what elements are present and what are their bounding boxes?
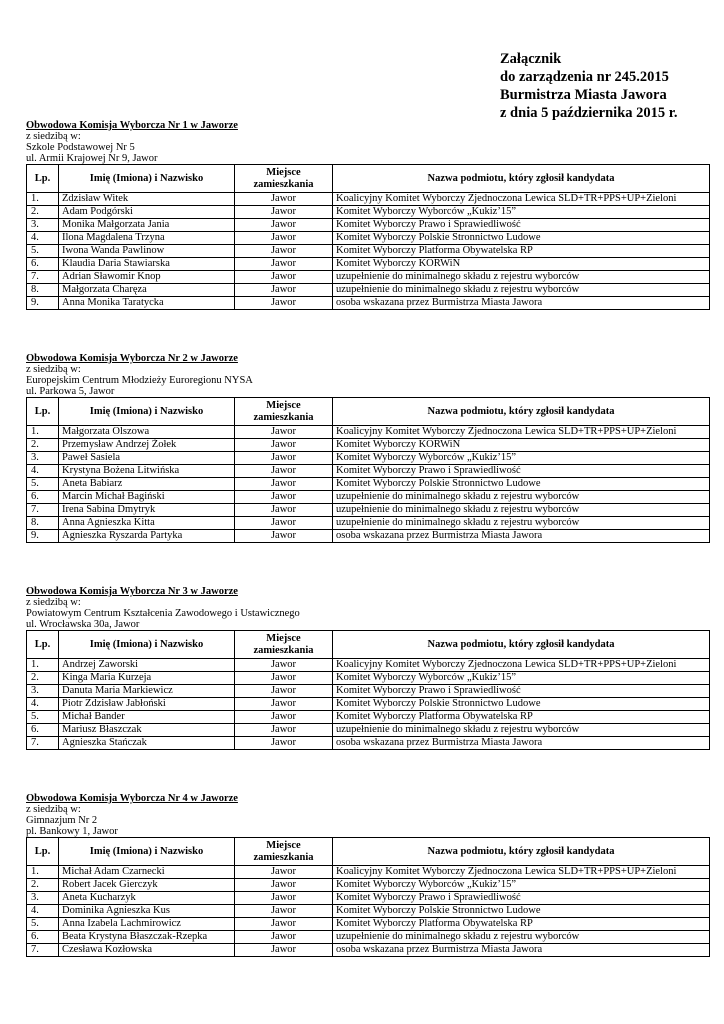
- table-row: [27, 219, 710, 232]
- cell-lp: 4.: [27, 905, 59, 918]
- cell-lp: 1.: [27, 866, 59, 879]
- commission-address: ul. Armii Krajowej Nr 9, Jawor: [26, 153, 158, 164]
- cell-lp: 6.: [27, 491, 59, 504]
- table-row: [27, 271, 710, 284]
- cell-lp: 6.: [27, 931, 59, 944]
- cell-name: Krystyna Bożena Litwińska: [59, 465, 235, 478]
- cell-name: Mariusz Błaszczak: [59, 724, 235, 737]
- column-header-entity: Nazwa podmiotu, który zgłosił kandydata: [333, 838, 710, 866]
- cell-residence: Jawor: [235, 724, 333, 737]
- cell-residence: Jawor: [235, 918, 333, 931]
- document-header: [500, 50, 678, 122]
- commission-title: Obwodowa Komisja Wyborcza Nr 2 w Jaworze: [26, 353, 238, 364]
- cell-name: Robert Jacek Gierczyk: [59, 879, 235, 892]
- cell-lp: 5.: [27, 918, 59, 931]
- column-header-lp: Lp.: [27, 838, 59, 866]
- table-row: [27, 491, 710, 504]
- cell-lp: 3.: [27, 452, 59, 465]
- cell-lp: 9.: [27, 297, 59, 310]
- column-header-residence: [235, 165, 333, 193]
- column-header-residence-line2: zamieszkania: [253, 411, 314, 423]
- column-header-residence-line2: zamieszkania: [253, 644, 314, 656]
- cell-name: Anna Agnieszka Kitta: [59, 517, 235, 530]
- cell-entity: Komitet Wyborczy Prawo i Sprawiedliwość: [333, 219, 710, 232]
- cell-residence: Jawor: [235, 193, 333, 206]
- table-row: [27, 232, 710, 245]
- cell-entity: Koalicyjny Komitet Wyborczy Zjednoczona Lewica SLD+TR+PPS+UP+Zieloni: [333, 193, 710, 206]
- column-header-residence-line1: Miejsce: [266, 166, 301, 178]
- column-header-residence: [235, 631, 333, 659]
- cell-lp: 5.: [27, 245, 59, 258]
- cell-residence: Jawor: [235, 931, 333, 944]
- cell-name: Iwona Wanda Pawlinow: [59, 245, 235, 258]
- cell-residence: Jawor: [235, 879, 333, 892]
- column-header-name: Imię (Imiona) i Nazwisko: [59, 631, 235, 659]
- cell-residence: Jawor: [235, 866, 333, 879]
- table-row: [27, 737, 710, 750]
- cell-entity: uzupełnienie do minimalnego składu z rejestru wyborców: [333, 491, 710, 504]
- cell-lp: 1.: [27, 659, 59, 672]
- cell-entity: Komitet Wyborczy Polskie Stronnictwo Ludowe: [333, 698, 710, 711]
- cell-entity: osoba wskazana przez Burmistrza Miasta Jawora: [333, 297, 710, 310]
- cell-residence: Jawor: [235, 478, 333, 491]
- cell-residence: Jawor: [235, 297, 333, 310]
- cell-name: Irena Sabina Dmytryk: [59, 504, 235, 517]
- cell-residence: Jawor: [235, 491, 333, 504]
- commission-seat-label: z siedzibą w:: [26, 131, 81, 142]
- cell-residence: Jawor: [235, 284, 333, 297]
- header-line-ordinance: do zarządzenia nr 245.2015: [500, 69, 669, 85]
- cell-lp: 5.: [27, 711, 59, 724]
- cell-name: Małgorzata Charęza: [59, 284, 235, 297]
- cell-entity: Komitet Wyborczy Platforma Obywatelska RP: [333, 245, 710, 258]
- commission-address: ul. Parkowa 5, Jawor: [26, 386, 115, 397]
- cell-entity: uzupełnienie do minimalnego składu z rejestru wyborców: [333, 284, 710, 297]
- cell-entity: Komitet Wyborczy Wyborców „Kukiz’15”: [333, 672, 710, 685]
- cell-residence: Jawor: [235, 426, 333, 439]
- column-header-entity: Nazwa podmiotu, który zgłosił kandydata: [333, 631, 710, 659]
- table-row: [27, 905, 710, 918]
- column-header-name: Imię (Imiona) i Nazwisko: [59, 398, 235, 426]
- members-table: [26, 164, 710, 310]
- table-row: [27, 465, 710, 478]
- cell-residence: Jawor: [235, 659, 333, 672]
- cell-residence: Jawor: [235, 517, 333, 530]
- table-row: [27, 452, 710, 465]
- table-row: [27, 931, 710, 944]
- cell-name: Adrian Sławomir Knop: [59, 271, 235, 284]
- table-row: [27, 245, 710, 258]
- cell-name: Małgorzata Olszowa: [59, 426, 235, 439]
- cell-entity: Komitet Wyborczy Wyborców „Kukiz’15”: [333, 206, 710, 219]
- table-row: [27, 193, 710, 206]
- cell-entity: osoba wskazana przez Burmistrza Miasta Jawora: [333, 737, 710, 750]
- cell-name: Dominika Agnieszka Kus: [59, 905, 235, 918]
- cell-residence: Jawor: [235, 711, 333, 724]
- cell-name: Beata Krystyna Błaszczak-Rzepka: [59, 931, 235, 944]
- cell-name: Zdzisław Witek: [59, 193, 235, 206]
- table-header-row: [27, 398, 710, 426]
- cell-name: Danuta Maria Markiewicz: [59, 685, 235, 698]
- cell-lp: 1.: [27, 426, 59, 439]
- cell-residence: Jawor: [235, 530, 333, 543]
- cell-name: Michał Bander: [59, 711, 235, 724]
- cell-lp: 1.: [27, 193, 59, 206]
- column-header-lp: Lp.: [27, 631, 59, 659]
- table-header-row: [27, 631, 710, 659]
- column-header-entity: Nazwa podmiotu, który zgłosił kandydata: [333, 398, 710, 426]
- table-row: [27, 426, 710, 439]
- table-row: [27, 685, 710, 698]
- table-row: [27, 892, 710, 905]
- cell-entity: uzupełnienie do minimalnego składu z rejestru wyborców: [333, 517, 710, 530]
- cell-name: Agnieszka Stańczak: [59, 737, 235, 750]
- commission-seat-name: Powiatowym Centrum Kształcenia Zawodowego i Ustawicznego: [26, 608, 300, 619]
- cell-residence: Jawor: [235, 737, 333, 750]
- cell-name: Przemysław Andrzej Żołek: [59, 439, 235, 452]
- cell-name: Monika Małgorzata Jania: [59, 219, 235, 232]
- commission-title: Obwodowa Komisja Wyborcza Nr 1 w Jaworze: [26, 120, 238, 131]
- cell-entity: Komitet Wyborczy Wyborców „Kukiz’15”: [333, 452, 710, 465]
- cell-entity: uzupełnienie do minimalnego składu z rejestru wyborców: [333, 271, 710, 284]
- cell-lp: 2.: [27, 439, 59, 452]
- cell-residence: Jawor: [235, 452, 333, 465]
- table-row: [27, 439, 710, 452]
- commission-section: [26, 793, 710, 957]
- cell-residence: Jawor: [235, 905, 333, 918]
- commission-seat-label: z siedzibą w:: [26, 597, 81, 608]
- cell-residence: Jawor: [235, 232, 333, 245]
- column-header-name: Imię (Imiona) i Nazwisko: [59, 838, 235, 866]
- cell-residence: Jawor: [235, 206, 333, 219]
- table-row: [27, 478, 710, 491]
- table-row: [27, 297, 710, 310]
- column-header-residence-line1: Miejsce: [266, 399, 301, 411]
- cell-name: Marcin Michał Bagiński: [59, 491, 235, 504]
- cell-entity: Komitet Wyborczy Prawo i Sprawiedliwość: [333, 685, 710, 698]
- header-line-mayor: Burmistrza Miasta Jawora: [500, 87, 667, 103]
- cell-entity: uzupełnienie do minimalnego składu z rejestru wyborców: [333, 931, 710, 944]
- table-row: [27, 724, 710, 737]
- commission-seat-label: z siedzibą w:: [26, 804, 81, 815]
- cell-entity: Komitet Wyborczy Prawo i Sprawiedliwość: [333, 892, 710, 905]
- cell-entity: Komitet Wyborczy Polskie Stronnictwo Ludowe: [333, 478, 710, 491]
- cell-residence: Jawor: [235, 892, 333, 905]
- cell-entity: uzupełnienie do minimalnego składu z rejestru wyborców: [333, 724, 710, 737]
- cell-name: Andrzej Zaworski: [59, 659, 235, 672]
- cell-lp: 3.: [27, 685, 59, 698]
- commission-address: pl. Bankowy 1, Jawor: [26, 826, 118, 837]
- cell-lp: 3.: [27, 219, 59, 232]
- cell-entity: osoba wskazana przez Burmistrza Miasta Jawora: [333, 944, 710, 957]
- column-header-entity: Nazwa podmiotu, który zgłosił kandydata: [333, 165, 710, 193]
- cell-lp: 6.: [27, 724, 59, 737]
- column-header-name: Imię (Imiona) i Nazwisko: [59, 165, 235, 193]
- commission-address: ul. Wrocławska 30a, Jawor: [26, 619, 140, 630]
- commission-title: Obwodowa Komisja Wyborcza Nr 3 w Jaworze: [26, 586, 238, 597]
- commission-seat-name: Szkole Podstawowej Nr 5: [26, 142, 135, 153]
- table-row: [27, 517, 710, 530]
- cell-lp: 5.: [27, 478, 59, 491]
- cell-name: Michał Adam Czarnecki: [59, 866, 235, 879]
- cell-name: Paweł Sasiela: [59, 452, 235, 465]
- column-header-lp: Lp.: [27, 165, 59, 193]
- members-table: [26, 397, 710, 543]
- cell-entity: Komitet Wyborczy Wyborców „Kukiz’15”: [333, 879, 710, 892]
- cell-entity: Komitet Wyborczy Platforma Obywatelska RP: [333, 918, 710, 931]
- commission-section: [26, 353, 710, 543]
- cell-lp: 7.: [27, 737, 59, 750]
- cell-entity: Koalicyjny Komitet Wyborczy Zjednoczona Lewica SLD+TR+PPS+UP+Zieloni: [333, 659, 710, 672]
- cell-entity: Komitet Wyborczy Polskie Stronnictwo Ludowe: [333, 905, 710, 918]
- commission-seat-label: z siedzibą w:: [26, 364, 81, 375]
- cell-residence: Jawor: [235, 672, 333, 685]
- table-row: [27, 504, 710, 517]
- table-row: [27, 284, 710, 297]
- table-row: [27, 530, 710, 543]
- cell-name: Czesława Kozłowska: [59, 944, 235, 957]
- cell-name: Aneta Kucharzyk: [59, 892, 235, 905]
- cell-name: Agnieszka Ryszarda Partyka: [59, 530, 235, 543]
- table-row: [27, 258, 710, 271]
- commission-title: Obwodowa Komisja Wyborcza Nr 4 w Jaworze: [26, 793, 238, 804]
- cell-residence: Jawor: [235, 944, 333, 957]
- cell-entity: uzupełnienie do minimalnego składu z rejestru wyborców: [333, 504, 710, 517]
- cell-lp: 4.: [27, 232, 59, 245]
- table-row: [27, 866, 710, 879]
- cell-residence: Jawor: [235, 698, 333, 711]
- table-row: [27, 698, 710, 711]
- column-header-residence: [235, 838, 333, 866]
- column-header-lp: Lp.: [27, 398, 59, 426]
- commission-seat-name: Europejskim Centrum Młodzieży Euroregionu NYSA: [26, 375, 253, 386]
- cell-entity: Koalicyjny Komitet Wyborczy Zjednoczona Lewica SLD+TR+PPS+UP+Zieloni: [333, 426, 710, 439]
- cell-lp: 4.: [27, 465, 59, 478]
- cell-residence: Jawor: [235, 504, 333, 517]
- table-row: [27, 672, 710, 685]
- cell-lp: 8.: [27, 284, 59, 297]
- cell-lp: 6.: [27, 258, 59, 271]
- cell-residence: Jawor: [235, 271, 333, 284]
- commission-section: [26, 586, 710, 750]
- members-table: [26, 837, 710, 957]
- cell-lp: 7.: [27, 504, 59, 517]
- cell-lp: 3.: [27, 892, 59, 905]
- cell-entity: Komitet Wyborczy KORWiN: [333, 439, 710, 452]
- cell-lp: 2.: [27, 879, 59, 892]
- table-row: [27, 206, 710, 219]
- table-row: [27, 944, 710, 957]
- members-table: [26, 630, 710, 750]
- column-header-residence-line2: zamieszkania: [253, 851, 314, 863]
- column-header-residence-line1: Miejsce: [266, 839, 301, 851]
- cell-entity: osoba wskazana przez Burmistrza Miasta Jawora: [333, 530, 710, 543]
- cell-entity: Komitet Wyborczy Polskie Stronnictwo Ludowe: [333, 232, 710, 245]
- table-row: [27, 711, 710, 724]
- cell-lp: 8.: [27, 517, 59, 530]
- cell-name: Anna Monika Taratycka: [59, 297, 235, 310]
- cell-lp: 2.: [27, 206, 59, 219]
- column-header-residence-line2: zamieszkania: [253, 178, 314, 190]
- cell-name: Adam Podgórski: [59, 206, 235, 219]
- column-header-residence: [235, 398, 333, 426]
- cell-entity: Koalicyjny Komitet Wyborczy Zjednoczona Lewica SLD+TR+PPS+UP+Zieloni: [333, 866, 710, 879]
- cell-lp: 2.: [27, 672, 59, 685]
- cell-residence: Jawor: [235, 465, 333, 478]
- header-line-attachment: Załącznik: [500, 51, 562, 67]
- header-line-date: z dnia 5 października 2015 r.: [500, 105, 678, 121]
- cell-lp: 7.: [27, 944, 59, 957]
- table-row: [27, 879, 710, 892]
- cell-residence: Jawor: [235, 685, 333, 698]
- cell-name: Klaudia Daria Stawiarska: [59, 258, 235, 271]
- cell-name: Kinga Maria Kurzeja: [59, 672, 235, 685]
- table-header-row: [27, 165, 710, 193]
- cell-entity: Komitet Wyborczy KORWiN: [333, 258, 710, 271]
- cell-lp: 4.: [27, 698, 59, 711]
- cell-residence: Jawor: [235, 219, 333, 232]
- commission-seat-name: Gimnazjum Nr 2: [26, 815, 98, 826]
- cell-residence: Jawor: [235, 258, 333, 271]
- cell-entity: Komitet Wyborczy Prawo i Sprawiedliwość: [333, 465, 710, 478]
- cell-name: Aneta Babiarz: [59, 478, 235, 491]
- table-header-row: [27, 838, 710, 866]
- table-row: [27, 659, 710, 672]
- cell-lp: 7.: [27, 271, 59, 284]
- cell-name: Ilona Magdalena Trzyna: [59, 232, 235, 245]
- cell-name: Anna Izabela Lachmirowicz: [59, 918, 235, 931]
- commission-section: [26, 120, 710, 310]
- cell-lp: 9.: [27, 530, 59, 543]
- cell-residence: Jawor: [235, 439, 333, 452]
- cell-name: Piotr Zdzisław Jabłoński: [59, 698, 235, 711]
- cell-entity: Komitet Wyborczy Platforma Obywatelska RP: [333, 711, 710, 724]
- cell-residence: Jawor: [235, 245, 333, 258]
- column-header-residence-line1: Miejsce: [266, 632, 301, 644]
- table-row: [27, 918, 710, 931]
